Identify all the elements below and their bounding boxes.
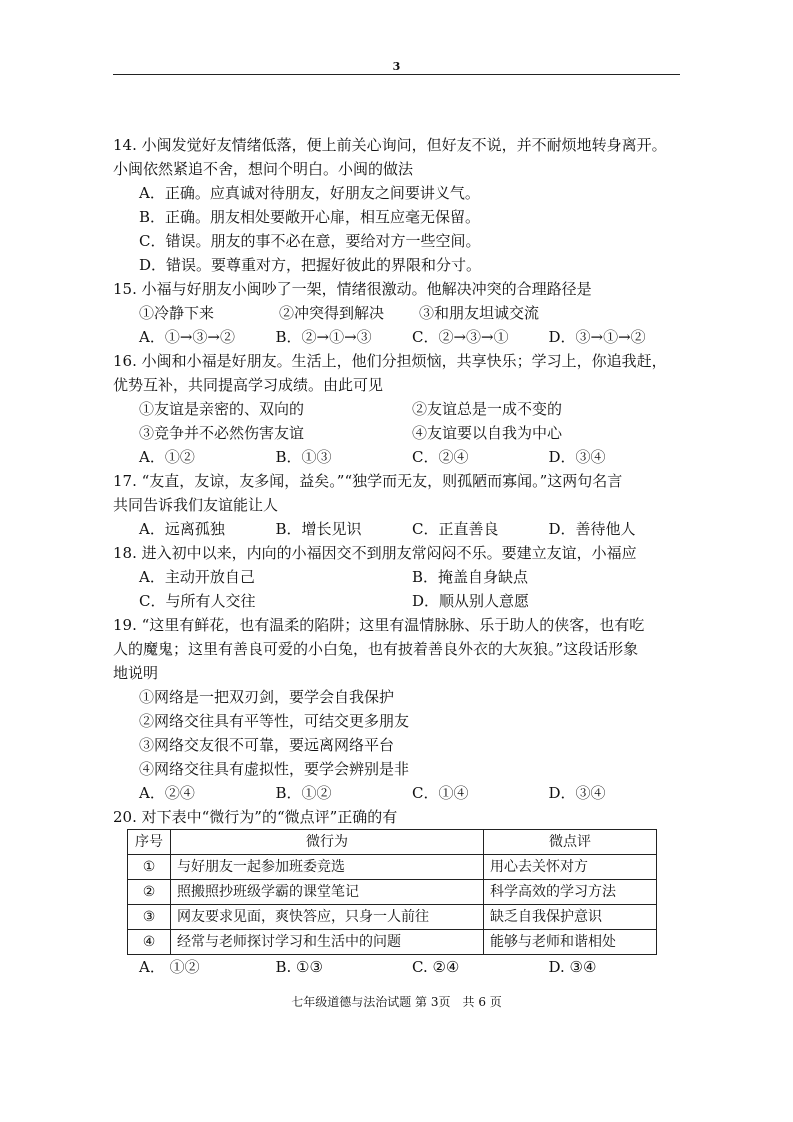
statement-item: ④网络交往具有虚拟性，要学会辨别是非 <box>139 760 410 778</box>
question-stem: 17. “友直，友谅，友多闻，益矣。”“独学而无友，则孤陋而寡闻。”这两句名言 <box>113 472 623 490</box>
statement-item: ②友谊总是一成不变的 <box>412 400 563 418</box>
table-cell: 能够与老师和谐相处 <box>484 930 657 955</box>
table-cell: ② <box>128 880 171 905</box>
option-d: D．③④ <box>548 784 606 802</box>
option-c: C．与所有人交往 <box>139 592 256 610</box>
question-17 <box>113 469 685 541</box>
table-row <box>128 880 657 905</box>
statement-item: ②冲突得到解决 <box>279 304 385 322</box>
question-stem: 19. “这里有鲜花，也有温柔的陷阱；这里有温情脉脉、乐于助人的侠客，也有吃 <box>113 616 645 634</box>
question-stem: 共同告诉我们友谊能让人 <box>113 496 279 514</box>
option-d: D. ③④ <box>548 958 597 976</box>
table-cell: 照搬照抄班级学霸的课堂笔记 <box>171 880 484 905</box>
table-header-row <box>128 830 657 855</box>
question-15 <box>113 277 685 349</box>
question-19 <box>113 613 685 805</box>
question-stem: 地说明 <box>113 664 159 682</box>
option-b: B. ①③ <box>275 958 323 976</box>
option-b: B．正确。朋友相处要敞开心扉，相互应毫无保留。 <box>139 208 481 226</box>
question-stem: 人的魔鬼；这里有善良可爱的小白兔，也有披着善良外衣的大灰狼。”这段话形象 <box>113 640 639 658</box>
statement-row <box>113 421 685 445</box>
statement-item: ②网络交往具有平等性，可结交更多朋友 <box>139 712 410 730</box>
question-18 <box>113 541 685 613</box>
table-header: 微点评 <box>484 830 657 855</box>
table-row <box>128 855 657 880</box>
options-row <box>113 445 685 469</box>
option-a: A．①② <box>139 448 195 466</box>
table-header: 微行为 <box>171 830 484 855</box>
micro-behavior-table <box>127 829 657 955</box>
table-cell: 用心去关怀对方 <box>484 855 657 880</box>
header-rule <box>113 74 680 75</box>
option-b: B．增长见识 <box>275 520 362 538</box>
option-c: C. ②④ <box>412 958 460 976</box>
option-b: B．掩盖自身缺点 <box>412 568 529 586</box>
options-row <box>113 517 685 541</box>
table-cell: 缺乏自我保护意识 <box>484 905 657 930</box>
statement-row <box>113 301 685 325</box>
statement-item: ①冷静下来 <box>139 304 215 322</box>
option-d: D．顺从别人意愿 <box>412 592 530 610</box>
table-row <box>128 930 657 955</box>
option-c: C．②④ <box>412 448 469 466</box>
option-d: D．③→①→② <box>548 328 646 346</box>
options-row <box>113 955 685 981</box>
option-a: A．②④ <box>139 784 195 802</box>
table-header: 序号 <box>128 830 171 855</box>
table-cell: 与好朋友一起参加班委竞选 <box>171 855 484 880</box>
statement-item: ③竞争并不必然伤害友谊 <box>139 424 305 442</box>
statement-item: ③和朋友坦诚交流 <box>419 304 540 322</box>
question-stem: 18. 进入初中以来，内向的小福因交不到朋友常闷闷不乐。要建立友谊，小福应 <box>113 544 637 562</box>
option-a: A． ①② <box>139 958 200 976</box>
question-stem: 15. 小福与好朋友小闽吵了一架，情绪很激动。他解决冲突的合理路径是 <box>113 280 592 298</box>
option-b: B．①② <box>275 784 332 802</box>
options-row <box>113 325 685 349</box>
options-row <box>113 565 685 589</box>
table-cell: ③ <box>128 905 171 930</box>
table-cell: 经常与老师探讨学习和生活中的问题 <box>171 930 484 955</box>
question-14 <box>113 133 685 277</box>
question-stem: 14. 小闽发觉好友情绪低落，便上前关心询问，但好友不说，并不耐烦地转身离开。 <box>113 136 667 154</box>
options-row <box>113 781 685 805</box>
question-16 <box>113 349 685 469</box>
option-a: A．正确。应真诚对待朋友，好朋友之间要讲义气。 <box>139 184 480 202</box>
table-cell: ④ <box>128 930 171 955</box>
option-d: D．③④ <box>548 448 606 466</box>
question-20 <box>113 805 685 981</box>
option-c: C．②→③→① <box>412 328 509 346</box>
table-row <box>128 905 657 930</box>
option-a: A．①→③→② <box>139 328 235 346</box>
statement-item: ①网络是一把双刃剑，要学会自我保护 <box>139 688 395 706</box>
option-b: B．②→①→③ <box>275 328 372 346</box>
exam-content <box>113 133 685 981</box>
table-cell: 科学高效的学习方法 <box>484 880 657 905</box>
question-stem: 16. 小闽和小福是好朋友。生活上，他们分担烦恼，共享快乐；学习上，你追我赶， <box>113 352 667 370</box>
option-a: A．远离孤独 <box>139 520 225 538</box>
table-cell: 网友要求见面，爽快答应，只身一人前往 <box>171 905 484 930</box>
option-b: B．①③ <box>275 448 332 466</box>
page-number: 3 <box>392 60 401 73</box>
option-d: D．善待他人 <box>548 520 636 538</box>
statement-item: ④友谊要以自我为中心 <box>412 424 563 442</box>
option-c: C．正直善良 <box>412 520 499 538</box>
option-a: A．主动开放自己 <box>139 568 255 586</box>
question-stem: 小闽依然紧追不舍，想问个明白。小闽的做法 <box>113 160 414 178</box>
page-footer: 七年级道德与法治试题 第 3页 共 6 页 <box>291 995 502 1009</box>
question-stem: 20. 对下表中“微行为”的“微点评”正确的有 <box>113 808 398 826</box>
options-row <box>113 589 685 613</box>
option-d: D．错误。要尊重对方，把握好彼此的界限和分寸。 <box>139 256 482 274</box>
statement-item: ①友谊是亲密的、双向的 <box>139 400 305 418</box>
statement-row <box>113 397 685 421</box>
option-c: C．①④ <box>412 784 469 802</box>
statement-item: ③网络交友很不可靠，要远离网络平台 <box>139 736 395 754</box>
option-c: C．错误。朋友的事不必在意，要给对方一些空间。 <box>139 232 481 250</box>
question-stem: 优势互补，共同提高学习成绩。由此可见 <box>113 376 384 394</box>
table-cell: ① <box>128 855 171 880</box>
